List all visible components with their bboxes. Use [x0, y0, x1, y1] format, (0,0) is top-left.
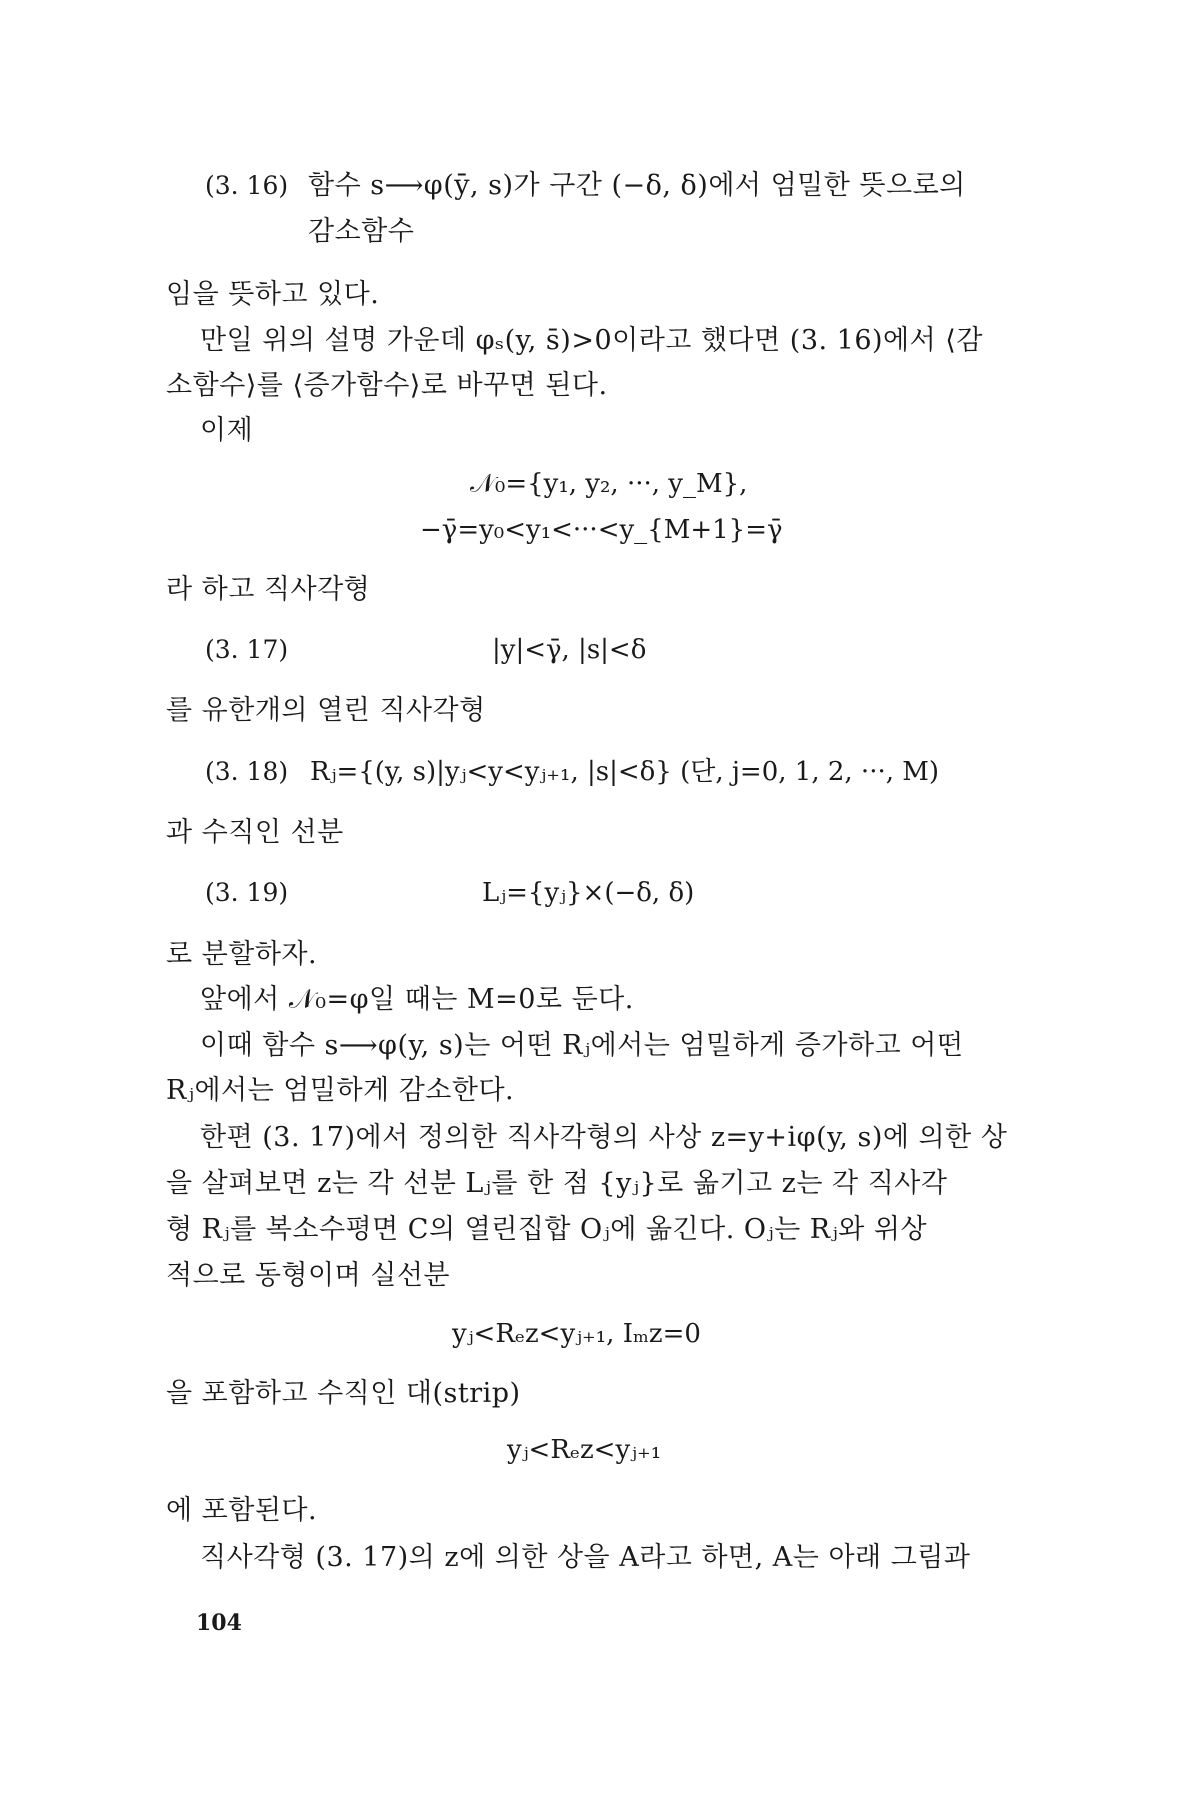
text-line: 에 포함된다.	[166, 1495, 318, 1526]
text-line: 만일 위의 설명 가운데 φₛ(y, s̄)>0이라고 했다면 (3. 16)에서 ⟨감	[200, 325, 983, 356]
text-line: 형 Rⱼ를 복소수평면 C의 열린집합 Oⱼ에 옮긴다. Oⱼ는 Rⱼ와 위상	[166, 1214, 928, 1245]
display-math: −γ̄=y₀<y₁<···<y_{M+1}=γ̄	[420, 515, 783, 545]
text-line: 소함수⟩를 ⟨증가함수⟩로 바꾸면 된다.	[166, 370, 608, 401]
equation-number: (3. 16)	[205, 171, 289, 200]
equation-number: (3. 18)	[205, 757, 289, 786]
text-line: 로 분할하자.	[166, 939, 318, 970]
text-line: 적으로 동형이며 실선분	[166, 1260, 450, 1291]
display-math: 𝒩₀={y₁, y₂, ···, y_M},	[470, 469, 748, 499]
text-line: 이제	[200, 415, 254, 446]
text-line: 을 살펴보면 z는 각 선분 Lⱼ를 한 점 {yⱼ}로 옮기고 z는 각 직사각	[166, 1168, 948, 1199]
text-line: 를 유한개의 열린 직사각형	[166, 695, 486, 726]
text-line: 이때 함수 s⟶φ(y, s)는 어떤 Rⱼ에서는 엄밀하게 증가하고 어떤	[200, 1030, 964, 1061]
page-number: 104	[196, 1610, 242, 1636]
text-line: 라 하고 직사각형	[166, 574, 371, 605]
text-line: 임을 뜻하고 있다.	[166, 279, 380, 310]
equation-number: (3. 19)	[205, 878, 289, 907]
text-line: 과 수직인 선분	[166, 817, 344, 848]
display-math: Lⱼ={yⱼ}×(−δ, δ)	[482, 878, 695, 908]
display-math: Rⱼ={(y, s)|yⱼ<y<yⱼ₊₁, |s|<δ} (단, j=0, 1, 2, ···, M)	[310, 757, 940, 787]
text-line: 감소함수	[308, 216, 415, 247]
text-line: 함수 s⟶φ(ȳ, s)가 구간 (−δ, δ)에서 엄밀한 뜻으로의	[308, 170, 966, 201]
text-line: 한편 (3. 17)에서 정의한 직사각형의 사상 z=y+iφ(y, s)에 의한 상	[200, 1122, 1008, 1153]
display-math: |y|<γ̄, |s|<δ	[492, 635, 647, 665]
text-line: 을 포함하고 수직인 대(strip)	[166, 1378, 521, 1409]
text-line: Rⱼ에서는 엄밀하게 감소한다.	[166, 1075, 515, 1106]
equation-number: (3. 17)	[205, 635, 289, 664]
text-line: 직사각형 (3. 17)의 z에 의한 상을 A라고 하면, A는 아래 그림과	[200, 1542, 971, 1573]
display-math: yⱼ<Rₑz<yⱼ₊₁, Iₘz=0	[452, 1319, 701, 1349]
text-line: 앞에서 𝒩₀=φ일 때는 M=0로 둔다.	[200, 984, 634, 1015]
display-math: yⱼ<Rₑz<yⱼ₊₁	[507, 1435, 662, 1465]
